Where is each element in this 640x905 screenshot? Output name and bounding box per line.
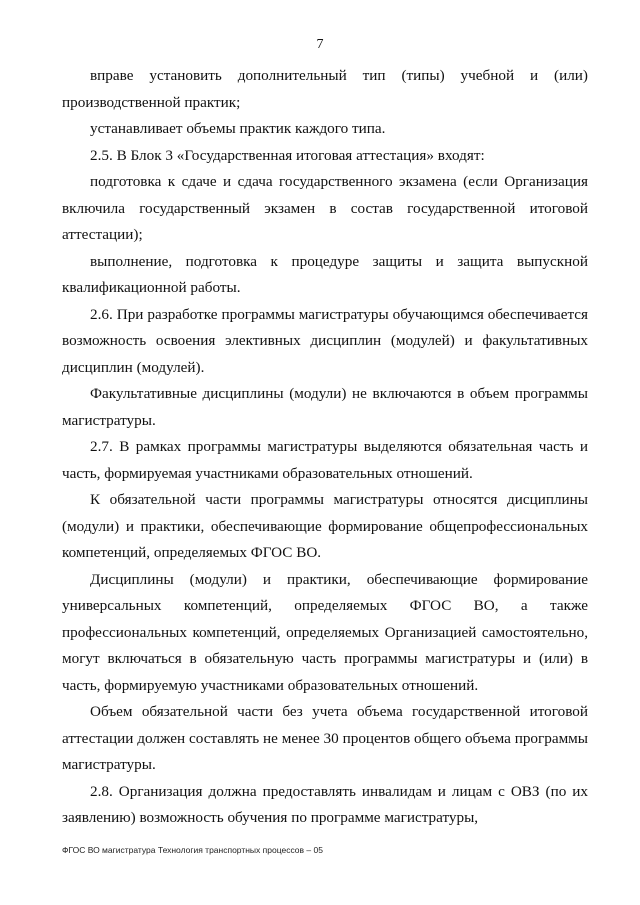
paragraph-practice-types: вправе установить дополнительный тип (типы) учебной и (или) производственной практик; xyxy=(62,67,588,111)
paragraph-optional-disciplines: Факультативные дисциплины (модули) не включаются в объем программы магистратуры. xyxy=(62,385,588,429)
paragraph-block-3-heading: 2.5. В Блок 3 «Государственная итоговая аттестация» входят: xyxy=(90,146,485,164)
paragraph-section-2-6: 2.6. При разработке программы магистратуры обучающимся обеспечивается возможность освоения элективных дисциплин (модулей) и факультативных дисциплин (модулей). xyxy=(62,305,588,376)
paragraph-disciplines-competencies: Дисциплины (модули) и практики, обеспечивающие формирование универсальных компетенций, определяемых ФГОС ВО, а также профессиональных компетенций, определяемых Организацией самостоятельно, могут включаться в обязательную часть программы магистратуры и (или) в часть, формируемую участниками образовательных отношений. xyxy=(62,570,588,694)
document-body xyxy=(62,63,588,832)
page-number: 7 xyxy=(316,37,324,52)
paragraph-state-exam: подготовка к сдаче и сдача государственного экзамена (если Организация включила государственный экзамен в состав государственной итоговой аттестации); xyxy=(62,173,588,243)
paragraph-section-2-7: 2.7. В рамках программы магистратуры выделяются обязательная часть и часть, формируемая участниками образовательных отношений. xyxy=(62,438,588,482)
paragraph-mandatory-part: К обязательной части программы магистратуры относятся дисциплины (модули) и практики, обеспечивающие формирование общепрофессиональных компетенций, определяемых ФГОС ВО. xyxy=(62,491,588,561)
paragraph-thesis-defense: выполнение, подготовка к процедуре защиты и защита выпускной квалификационной работы. xyxy=(62,252,588,296)
document-footer: ФГОС ВО магистратура Технология транспортных процессов – 05 xyxy=(62,845,323,855)
paragraph-mandatory-volume: Объем обязательной части без учета объема государственной итоговой аттестации должен составлять не менее 30 процентов общего объема программы магистратуры. xyxy=(62,703,588,773)
paragraph-practice-volumes: устанавливает объемы практик каждого типа. xyxy=(90,120,386,137)
paragraph-section-2-8: 2.8. Организация должна предоставлять инвалидам и лицам с ОВЗ (по их заявлению) возможность обучения по программе магистратуры, xyxy=(62,782,588,826)
